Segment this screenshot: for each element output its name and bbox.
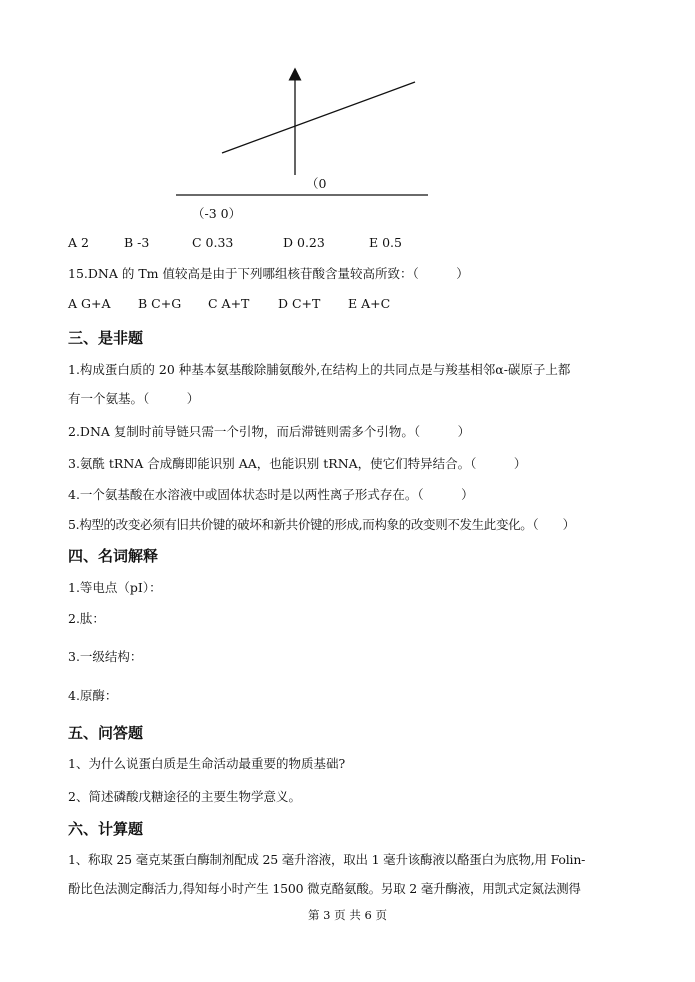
section3-item-4: 4.一个氨基酸在水溶液中或固体状态时是以两性离子形式存在。（ ） bbox=[68, 487, 474, 502]
section6-item-1a: 1、称取 25 毫克某蛋白酶制剂配成 25 毫升溶液，取出 1 毫升该酶液以酪蛋白为底物,用 Folin- bbox=[68, 852, 586, 867]
q15-stem: 15.DNA 的 Tm 值较高是由于下列哪组核苷酸含量较高所致：（ ） bbox=[68, 266, 469, 281]
section4-item-4: 4.原酶： bbox=[68, 688, 118, 703]
section4-item-3: 3.一级结构： bbox=[68, 649, 143, 664]
section3-item-5: 5.构型的改变必须有旧共价键的破坏和新共价键的形成,而构象的改变则不发生此变化。（ ） bbox=[68, 517, 575, 532]
plot-line bbox=[222, 82, 415, 153]
page-footer: 第 3 页 共 6 页 bbox=[308, 908, 387, 922]
q14-options bbox=[0, 235, 695, 253]
section5-item-1: 1、为什么说蛋白质是生命活动最重要的物质基础? bbox=[68, 756, 346, 771]
q14-option-b[interactable]: B -3 bbox=[124, 235, 150, 250]
section3-item-2: 2.DNA 复制时前导链只需一个引物，而后滞链则需多个引物。（ ） bbox=[68, 424, 471, 439]
section3-item-1b: 有一个氨基。（ ） bbox=[68, 391, 200, 406]
lineweaver-burk-graph bbox=[0, 0, 695, 230]
q15-option-c[interactable]: C A+T bbox=[208, 296, 250, 311]
q14-option-c[interactable]: C 0.33 bbox=[192, 235, 234, 250]
q15-options bbox=[0, 296, 695, 314]
q15-option-d[interactable]: D C+T bbox=[278, 296, 321, 311]
x-intercept-label: （-3 0） bbox=[192, 206, 242, 221]
section3-title: 三、是非题 bbox=[68, 329, 144, 347]
q14-option-d[interactable]: D 0.23 bbox=[283, 235, 325, 250]
origin-label: （0 bbox=[306, 176, 327, 191]
section6-title: 六、计算题 bbox=[68, 820, 144, 838]
q15-option-b[interactable]: B C+G bbox=[138, 296, 182, 311]
section6-item-1b: 酚比色法测定酶活力,得知每小时产生 1500 微克酪氨酸。另取 2 毫升酶液，用凯式定氮法测得 bbox=[68, 881, 581, 896]
q14-option-a[interactable]: A 2 bbox=[68, 235, 89, 250]
section3-item-3: 3.氨酰 tRNA 合成酶即能识别 AA，也能识别 tRNA，使它们特异结合。（ ） bbox=[68, 456, 527, 471]
section3-item-1a: 1.构成蛋白质的 20 种基本氨基酸除脯氨酸外,在结构上的共同点是与羧基相邻α-碳原子上都 bbox=[68, 362, 571, 377]
q15-option-e[interactable]: E A+C bbox=[348, 296, 391, 311]
section4-item-2: 2.肽： bbox=[68, 611, 105, 626]
q14-option-e[interactable]: E 0.5 bbox=[369, 235, 402, 250]
section5-title: 五、问答题 bbox=[68, 724, 144, 742]
section4-title: 四、名词解释 bbox=[68, 547, 159, 565]
section5-item-2: 2、简述磷酸戊糖途径的主要生物学意义。 bbox=[68, 789, 301, 804]
section4-item-1: 1.等电点（pI）： bbox=[68, 580, 162, 595]
q15-option-a[interactable]: A G+A bbox=[68, 296, 111, 311]
